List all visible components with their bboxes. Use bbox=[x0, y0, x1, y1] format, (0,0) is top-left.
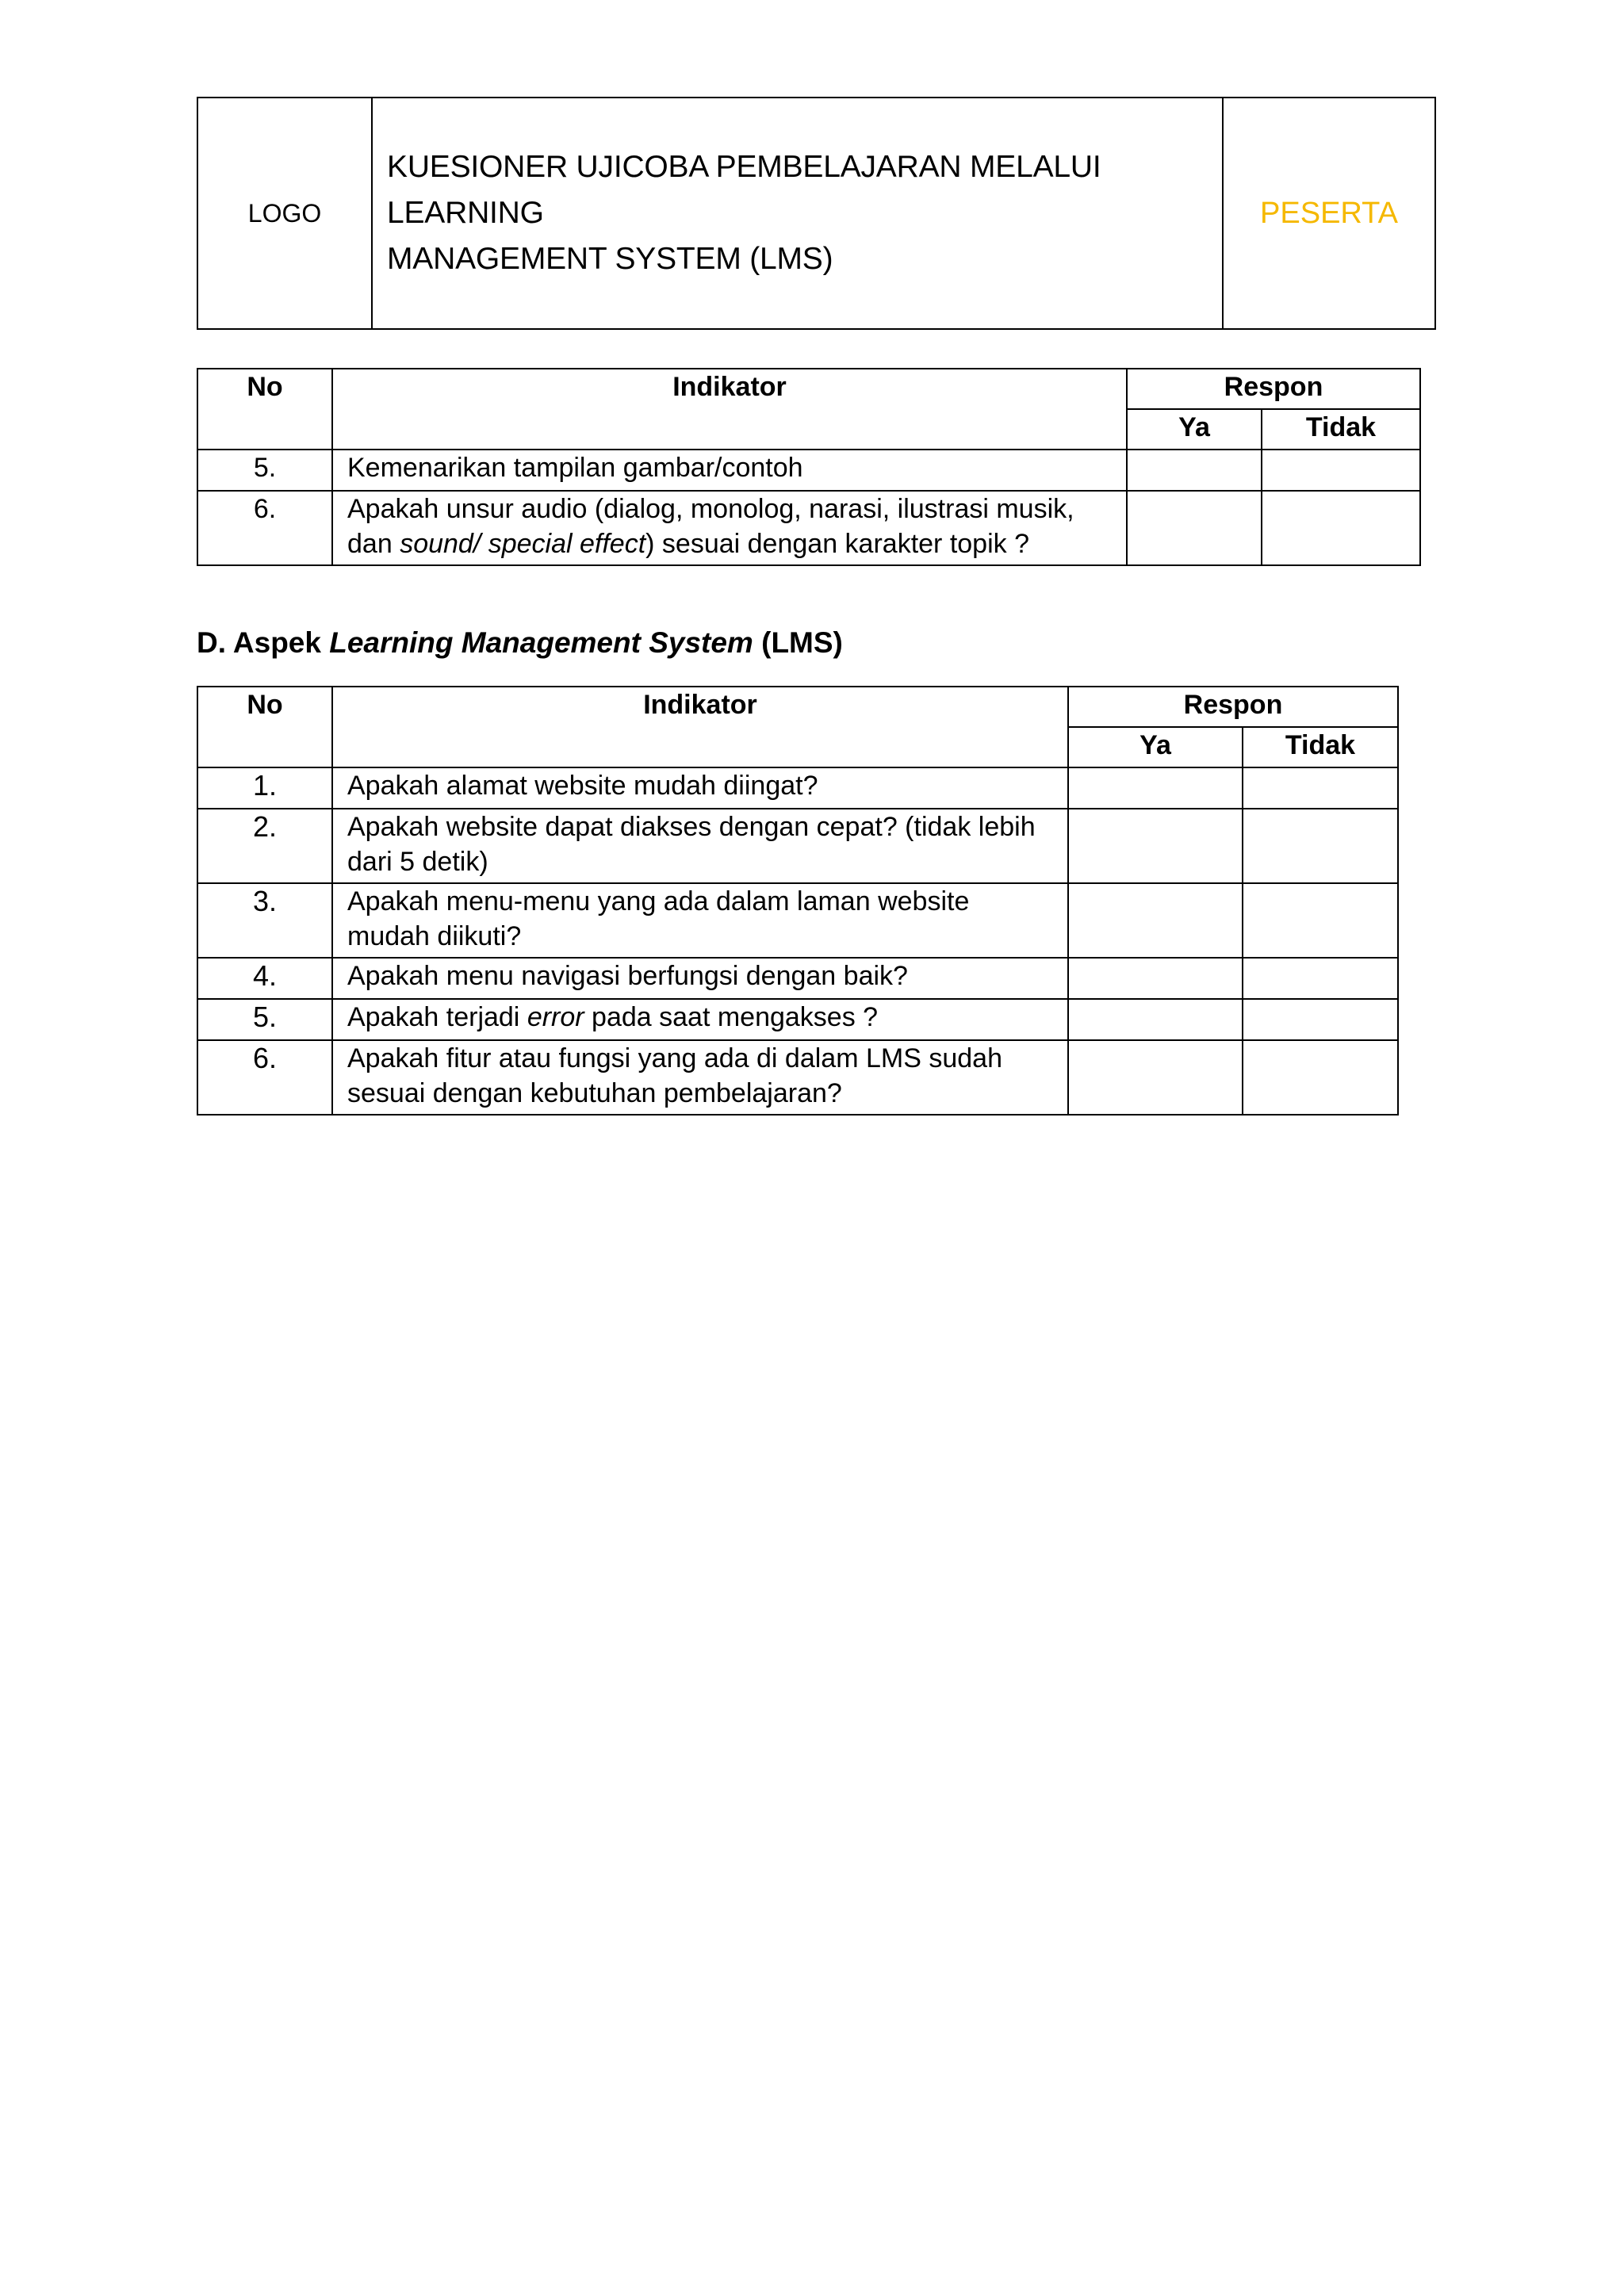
row-indicator-line1: Apakah fitur atau fungsi yang ada di dalam LMS sudah bbox=[347, 1043, 1002, 1073]
row-indicator: Apakah alamat website mudah diingat? bbox=[332, 767, 1068, 809]
heading-prefix: D. Aspek bbox=[197, 626, 330, 659]
table-row bbox=[197, 883, 1398, 958]
row-indicator bbox=[332, 491, 1127, 565]
section-d-heading bbox=[197, 626, 843, 660]
header-respon: Respon bbox=[1127, 369, 1420, 409]
response-tidak-cell[interactable] bbox=[1262, 450, 1420, 491]
response-tidak-cell[interactable] bbox=[1262, 491, 1420, 565]
heading-italic: Learning Management System bbox=[329, 626, 753, 659]
response-ya-cell[interactable] bbox=[1068, 958, 1243, 999]
header-no: No bbox=[197, 687, 332, 767]
text-span: ) sesuai dengan karakter topik ? bbox=[645, 529, 1029, 559]
row-number: 4. bbox=[197, 958, 332, 999]
row-indicator: Apakah menu navigasi berfungsi dengan baik? bbox=[332, 958, 1068, 999]
row-number: 6. bbox=[197, 491, 332, 565]
row-number: 5. bbox=[197, 450, 332, 491]
document-header bbox=[197, 97, 1436, 330]
row-number: 5. bbox=[197, 999, 332, 1040]
heading-suffix: (LMS) bbox=[753, 626, 843, 659]
row-number: 3. bbox=[197, 883, 332, 958]
table-row bbox=[197, 450, 1420, 491]
row-number: 6. bbox=[197, 1040, 332, 1115]
lms-indicator-table bbox=[197, 686, 1399, 1115]
response-ya-cell[interactable] bbox=[1068, 767, 1243, 809]
response-tidak-cell[interactable] bbox=[1243, 958, 1398, 999]
response-tidak-cell[interactable] bbox=[1243, 999, 1398, 1040]
row-indicator bbox=[332, 809, 1068, 883]
row-indicator: Kemenarikan tampilan gambar/contoh bbox=[332, 450, 1127, 491]
response-tidak-cell[interactable] bbox=[1243, 883, 1398, 958]
title-line-1: KUESIONER UJICOBA PEMBELAJARAN MELALUI LEARNING bbox=[387, 150, 1101, 230]
row-indicator-line2 bbox=[347, 526, 1118, 561]
response-tidak-cell[interactable] bbox=[1243, 767, 1398, 809]
row-indicator-line1: Apakah unsur audio (dialog, monolog, narasi, ilustrasi musik, bbox=[347, 494, 1074, 524]
row-indicator-line2: dari 5 detik) bbox=[347, 847, 488, 877]
header-tidak: Tidak bbox=[1262, 409, 1420, 450]
header-tidak: Tidak bbox=[1243, 727, 1398, 767]
table-row bbox=[197, 809, 1398, 883]
title-line-2: MANAGEMENT SYSTEM (LMS) bbox=[387, 242, 833, 276]
table-row bbox=[197, 767, 1398, 809]
header-ya: Ya bbox=[1127, 409, 1262, 450]
response-ya-cell[interactable] bbox=[1068, 883, 1243, 958]
row-indicator-line2: sesuai dengan kebutuhan pembelajaran? bbox=[347, 1078, 842, 1108]
header-respon: Respon bbox=[1068, 687, 1398, 727]
italic-span: error bbox=[527, 1002, 584, 1032]
role-label: PESERTA bbox=[1260, 196, 1398, 230]
row-indicator-line2: mudah diikuti? bbox=[347, 921, 522, 951]
text-span: Apakah terjadi bbox=[347, 1002, 527, 1032]
response-tidak-cell[interactable] bbox=[1243, 809, 1398, 883]
row-indicator bbox=[332, 883, 1068, 958]
header-indikator: Indikator bbox=[332, 369, 1127, 450]
text-span: dan bbox=[347, 529, 400, 559]
italic-span: sound/ special effect bbox=[400, 529, 646, 559]
row-number: 1. bbox=[197, 767, 332, 809]
row-indicator bbox=[332, 999, 1068, 1040]
row-indicator-line1: Apakah menu-menu yang ada dalam laman website bbox=[347, 886, 970, 916]
response-ya-cell[interactable] bbox=[1068, 1040, 1243, 1115]
text-span: pada saat mengakses ? bbox=[584, 1002, 879, 1032]
table-row bbox=[197, 999, 1398, 1040]
header-ya: Ya bbox=[1068, 727, 1243, 767]
response-ya-cell[interactable] bbox=[1127, 450, 1262, 491]
table-row bbox=[197, 958, 1398, 999]
response-tidak-cell[interactable] bbox=[1243, 1040, 1398, 1115]
row-number: 2. bbox=[197, 809, 332, 883]
table-row bbox=[197, 1040, 1398, 1115]
header-no: No bbox=[197, 369, 332, 450]
response-ya-cell[interactable] bbox=[1068, 999, 1243, 1040]
row-indicator bbox=[332, 1040, 1068, 1115]
logo-placeholder: LOGO bbox=[198, 98, 373, 328]
row-indicator-line1: Apakah website dapat diakses dengan cepat? (tidak lebih bbox=[347, 812, 1036, 842]
response-ya-cell[interactable] bbox=[1127, 491, 1262, 565]
document-title bbox=[373, 98, 1224, 328]
header-indikator: Indikator bbox=[332, 687, 1068, 767]
table-row bbox=[197, 491, 1420, 565]
response-ya-cell[interactable] bbox=[1068, 809, 1243, 883]
indicator-table-continued bbox=[197, 368, 1421, 566]
